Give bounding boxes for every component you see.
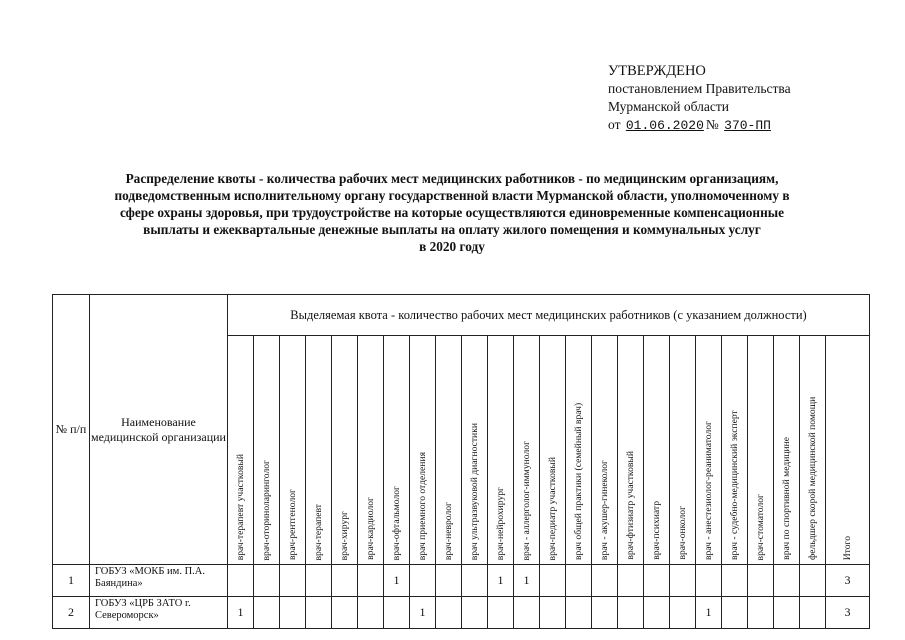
position-header xyxy=(618,336,644,565)
quota-cell xyxy=(462,565,488,597)
position-header xyxy=(592,336,618,565)
quota-cell: 1 xyxy=(228,597,254,629)
position-header xyxy=(722,336,748,565)
quota-cell xyxy=(384,597,410,629)
row-total: 3 xyxy=(826,565,870,597)
quota-cell xyxy=(358,597,384,629)
quota-cell: 1 xyxy=(514,565,540,597)
quota-cell xyxy=(410,565,436,597)
quota-cell xyxy=(774,597,800,629)
column-header-number: № п/п xyxy=(53,295,90,565)
position-header xyxy=(774,336,800,565)
position-label: врач - акушер-гинеколог xyxy=(599,459,610,560)
position-label: врач-хирург xyxy=(339,510,350,560)
position-label: врач-рентгенолог xyxy=(287,489,298,560)
position-label: врач-педиатр участковый xyxy=(547,456,558,560)
quota-cell xyxy=(462,597,488,629)
quota-cell xyxy=(306,565,332,597)
quota-cell xyxy=(358,565,384,597)
quota-cell xyxy=(696,565,722,597)
row-number: 1 xyxy=(53,565,90,597)
quota-cell xyxy=(800,565,826,597)
quota-cell xyxy=(748,565,774,597)
organization-name: ГОБУЗ «МОКБ им. П.А. Баяндина» xyxy=(90,565,228,597)
approval-number-label: № xyxy=(705,117,719,132)
position-header xyxy=(280,336,306,565)
table-row xyxy=(53,597,870,629)
position-header xyxy=(436,336,462,565)
quota-cell xyxy=(618,597,644,629)
position-header xyxy=(410,336,436,565)
position-label: врач-онколог xyxy=(677,506,688,560)
approval-from-label: от xyxy=(608,117,621,132)
quota-cell xyxy=(332,565,358,597)
quota-cell xyxy=(566,597,592,629)
position-label: врач-терапевт участковый xyxy=(235,453,246,560)
approval-date: 01.06.2020 xyxy=(625,118,704,133)
approval-date-line xyxy=(608,116,791,135)
quota-cell xyxy=(722,565,748,597)
quota-cell xyxy=(748,597,774,629)
position-header xyxy=(566,336,592,565)
position-label: врач-фтизиатр участковый xyxy=(625,451,636,560)
position-header xyxy=(514,336,540,565)
position-label: врач-психиатр xyxy=(651,501,662,560)
position-label: врач-кардиолог xyxy=(365,497,376,560)
position-header xyxy=(384,336,410,565)
quota-cell xyxy=(618,565,644,597)
quota-cell xyxy=(436,597,462,629)
position-header xyxy=(306,336,332,565)
column-header-quota: Выделяемая квота - количество рабочих мест медицинских работников (с указанием должности) xyxy=(228,295,870,336)
quota-cell xyxy=(592,597,618,629)
position-header xyxy=(488,336,514,565)
column-header-organization: Наименование медицинской организации xyxy=(90,295,228,565)
position-label: врач общей практики (семейный врач) xyxy=(573,402,584,560)
position-label: врач - аллерголог-иммунолог xyxy=(521,440,532,560)
position-label: врач-невролог xyxy=(443,501,454,560)
title-line: Распределение квоты - количества рабочих мест медицинских работников - по медицинским организациям, xyxy=(125,171,779,186)
quota-cell xyxy=(228,565,254,597)
position-header xyxy=(332,336,358,565)
position-label: врач по спортивной медицине xyxy=(781,437,792,560)
position-label: фельдшер скорой медицинской помощи xyxy=(807,396,818,560)
position-label: врач-нейрохирург xyxy=(495,486,506,560)
quota-cell xyxy=(670,597,696,629)
quota-cell: 1 xyxy=(410,597,436,629)
quota-cell: 1 xyxy=(384,565,410,597)
quota-cell xyxy=(540,597,566,629)
total-label: Итого xyxy=(842,535,853,560)
row-total: 3 xyxy=(826,597,870,629)
position-header xyxy=(696,336,722,565)
quota-table xyxy=(52,294,870,629)
quota-cell xyxy=(306,597,332,629)
row-number: 2 xyxy=(53,597,90,629)
approval-line-2: Мурманской области xyxy=(608,99,729,114)
quota-cell xyxy=(566,565,592,597)
title-line: в 2020 году xyxy=(419,239,485,254)
quota-cell xyxy=(280,597,306,629)
approval-stamp xyxy=(608,62,791,135)
position-label: врач ультразвуковой диагностики xyxy=(469,422,480,560)
position-header xyxy=(670,336,696,565)
quota-cell: 1 xyxy=(488,565,514,597)
title-line: выплаты и ежеквартальные денежные выплаты на оплату жилого помещения и коммунальных услуг xyxy=(143,222,761,237)
title-line: подведомственным исполнительному органу государственной власти Мурманской области, уполномоченному в xyxy=(114,188,790,203)
quota-cell xyxy=(670,565,696,597)
quota-cell xyxy=(800,597,826,629)
total-header xyxy=(826,336,870,565)
quota-cell xyxy=(254,565,280,597)
position-label: врач приемного отделения xyxy=(417,451,428,560)
position-label: врач-терапевт xyxy=(313,503,324,560)
position-header xyxy=(644,336,670,565)
quota-cell xyxy=(514,597,540,629)
quota-cell xyxy=(488,597,514,629)
position-label: врач - судебно-медицинский эксперт xyxy=(729,410,740,560)
quota-cell xyxy=(540,565,566,597)
position-label: врач-офтальмолог xyxy=(391,485,402,560)
position-label: врач - анестезиолог-реаниматолог xyxy=(703,420,714,560)
quota-cell xyxy=(644,565,670,597)
organization-name: ГОБУЗ «ЦРБ ЗАТО г. Североморск» xyxy=(90,597,228,629)
quota-cell xyxy=(774,565,800,597)
quota-cell xyxy=(722,597,748,629)
position-header xyxy=(254,336,280,565)
position-header xyxy=(358,336,384,565)
quota-cell xyxy=(644,597,670,629)
quota-cell xyxy=(332,597,358,629)
position-header xyxy=(748,336,774,565)
position-label: врач-стоматолог xyxy=(755,493,766,560)
position-header xyxy=(462,336,488,565)
title-line: сфере охраны здоровья, при трудоустройстве на которые осуществляются единовременные компенсационные xyxy=(119,205,785,220)
table-row xyxy=(53,565,870,597)
quota-cell: 1 xyxy=(696,597,722,629)
approval-heading: УТВЕРЖДЕНО xyxy=(608,63,706,79)
quota-cell xyxy=(436,565,462,597)
position-header xyxy=(540,336,566,565)
approval-number: 370-ПП xyxy=(724,118,771,133)
quota-cell xyxy=(592,565,618,597)
position-header xyxy=(228,336,254,565)
approval-line-1: постановлением Правительства xyxy=(608,81,791,96)
position-header xyxy=(800,336,826,565)
quota-cell xyxy=(254,597,280,629)
quota-cell xyxy=(280,565,306,597)
position-label: врач-оториноларинголог xyxy=(261,459,272,560)
document-title xyxy=(52,170,852,255)
